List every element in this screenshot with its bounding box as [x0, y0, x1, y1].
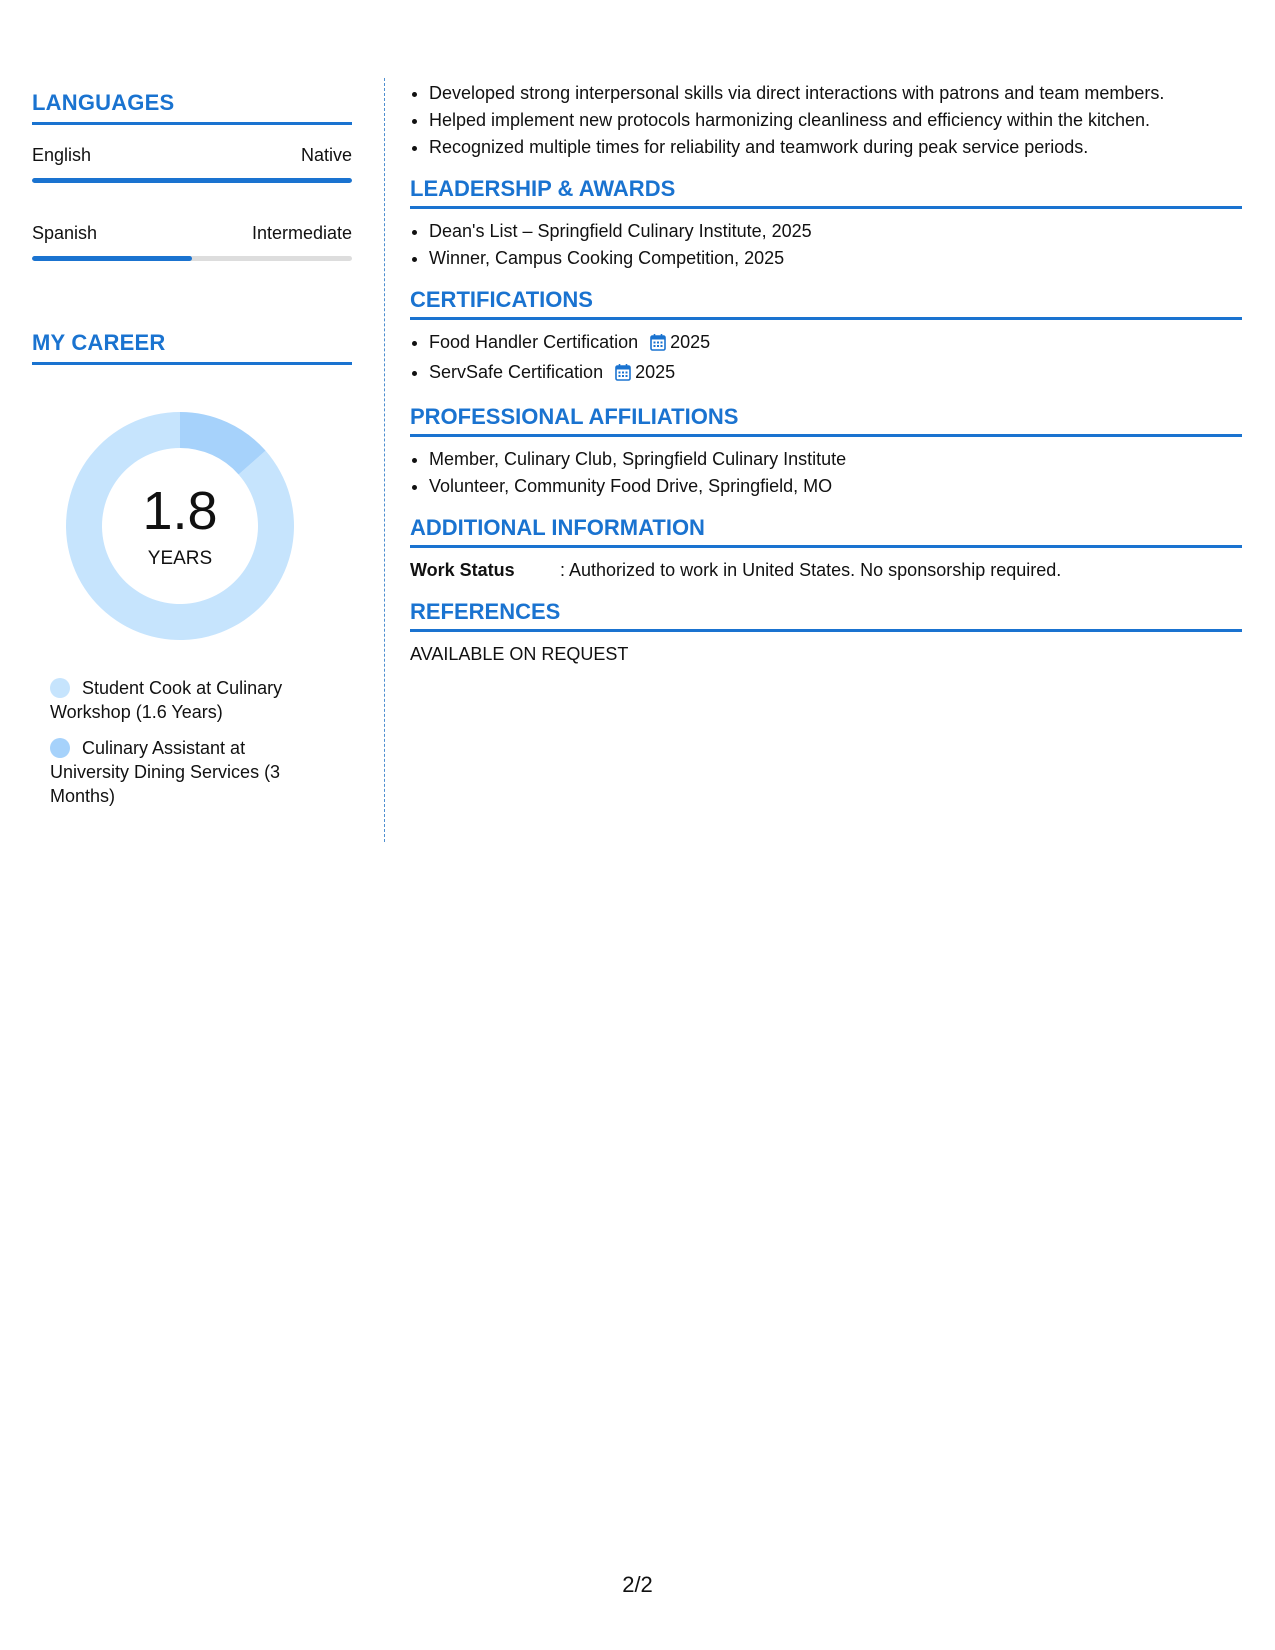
- legend-dot: [50, 678, 70, 698]
- work-status-label: Work Status: [410, 560, 515, 580]
- affiliations-list: [410, 446, 1242, 500]
- career-total-unit: YEARS: [147, 548, 213, 569]
- languages-list: [32, 145, 352, 261]
- leadership-list: [410, 218, 1242, 272]
- list-item: • Winner, Campus Cooking Competition, 2025: [429, 245, 1242, 272]
- references-heading: REFERENCES: [410, 599, 1242, 632]
- legend-dot: [50, 738, 70, 758]
- languages-heading: LANGUAGES: [32, 90, 352, 125]
- left-column: [32, 90, 352, 806]
- language-name: Spanish: [32, 223, 98, 243]
- certification-item: [429, 329, 1242, 359]
- work-status-value: : Authorized to work in United States. No sponsorship required.: [560, 560, 1062, 580]
- language-proficiency-bar: [32, 178, 352, 183]
- list-item: • Volunteer, Community Food Drive, Springfield, MO: [429, 473, 1242, 500]
- certifications-heading: CERTIFICATIONS: [410, 287, 1242, 320]
- experience-bullets: [410, 80, 1242, 161]
- page-number: 2/2: [622, 1572, 653, 1597]
- career-legend: [50, 676, 310, 808]
- career-donut-chart: [66, 412, 294, 640]
- language-level: Intermediate: [251, 223, 352, 243]
- legend-label: Culinary Assistant at University Dining Services (3 Months): [50, 738, 281, 806]
- leadership-heading: LEADERSHIP & AWARDS: [410, 176, 1242, 209]
- references-text: AVAILABLE ON REQUEST: [410, 644, 629, 664]
- work-status-row: [410, 557, 1242, 584]
- additional-info-heading: ADDITIONAL INFORMATION: [410, 515, 1242, 548]
- list-item: • Recognized multiple times for reliability and teamwork during peak service periods.: [429, 134, 1242, 161]
- language-item: [32, 145, 352, 183]
- certification-year: 2025: [670, 332, 711, 352]
- career-heading: MY CAREER: [32, 330, 352, 365]
- language-proficiency-bar: [32, 256, 352, 261]
- certification-year: 2025: [635, 362, 676, 382]
- donut-center: [66, 412, 294, 640]
- affiliations-heading: PROFESSIONAL AFFILIATIONS: [410, 404, 1242, 437]
- career-total-years: 1.8: [142, 481, 218, 541]
- calendar-icon: [650, 332, 666, 359]
- list-item: • Dean's List – Springfield Culinary Institute, 2025: [429, 218, 1242, 245]
- language-proficiency-fill: [32, 178, 352, 183]
- language-item: [32, 223, 352, 261]
- legend-label: Student Cook at Culinary Workshop (1.6 Years): [50, 678, 283, 722]
- language-name: English: [32, 145, 92, 165]
- language-level: Native: [300, 145, 352, 165]
- career-section: [32, 330, 352, 365]
- certification-item: [429, 359, 1242, 389]
- list-item: • Developed strong interpersonal skills via direct interactions with patrons and team members.: [429, 80, 1242, 107]
- certification-name: Food Handler Certification: [429, 332, 639, 352]
- language-proficiency-fill: [32, 256, 192, 261]
- legend-item: [50, 736, 310, 808]
- certifications-list: [410, 329, 1242, 389]
- certification-name: ServSafe Certification: [429, 362, 604, 382]
- right-column: [410, 80, 1242, 668]
- list-item: • Helped implement new protocols harmonizing cleanliness and efficiency within the kitchen.: [429, 107, 1242, 134]
- list-item: • Member, Culinary Club, Springfield Culinary Institute: [429, 446, 1242, 473]
- legend-item: [50, 676, 310, 724]
- calendar-icon: [615, 362, 631, 389]
- column-divider: [384, 78, 385, 842]
